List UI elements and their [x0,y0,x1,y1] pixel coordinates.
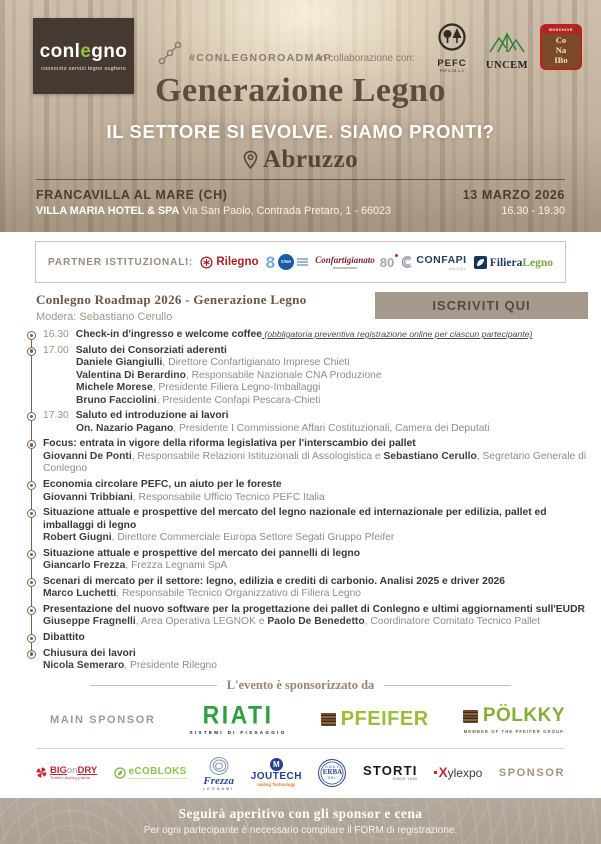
conaibo-top-band: BOSCHIVE [542,26,580,34]
partner-logo-confapi [401,254,466,271]
agenda-item-title: Focus: entrata in vigore della riforma legislativa per l'interscambio dei pallet [43,438,416,450]
cna-circle-wordmark: CNA [278,254,294,270]
riati-tagline: SISTEMI DI FISSAGGIO [189,730,287,736]
partner-logo-cna [266,254,308,271]
agenda-item-title: Check-in d'ingresso e welcome coffee [75,329,262,340]
agenda-item [27,410,587,435]
filiera-part: Filiera [489,257,523,269]
sponsor-logo-frezza [203,755,234,791]
agenda-item-title: Presentazione del nuovo software per la progettazione dei pallet di Conlegno e ultimi aggiornamenti sull'EUDR [43,603,585,615]
speaker-role: , Presidente Rilegno [124,660,218,672]
pefc-trees-icon [435,22,469,54]
partner-logo-filieralegno [474,253,553,271]
hashtag-row [158,40,332,66]
agenda-item [27,576,587,601]
rilegno-wordmark: Rilegno [216,256,259,268]
collaboration-logos [430,22,582,73]
agenda-header [36,292,588,323]
agenda-item-titleline [43,438,587,451]
bigondry-big: BIG [50,765,67,777]
frezza-sub: LEGNAMI [203,786,235,791]
timeline-bullet-icon [27,578,36,587]
conaibo-line3: IBo [554,54,568,65]
venue-place: VILLA MARIA HOTEL & SPA [36,205,180,217]
agenda-item-titleline [43,576,587,589]
agenda-item-time: 17.30 [43,410,69,422]
agenda-item [27,604,587,629]
speaker-line [43,588,587,601]
agenda-heading-block [36,292,307,323]
timeline-bullet-icon [27,440,36,449]
speaker-line [43,451,587,476]
agenda-item-title: Economia circolare PEFC, un aiuto per le foreste [43,479,282,491]
timeline-bullet-icon [27,347,36,356]
agenda-item-title: Situazione attuale e prospettive del mercato dei pannelli di legno [43,547,360,559]
joutech-m-icon: M [270,758,283,771]
joutech-wordmark: JOUTECH [250,771,302,783]
bigondry-wordmark [50,765,97,776]
conaibo-logo [540,24,582,70]
agenda-item-content [43,329,587,342]
speaker-role: , Coordinatore Comitato Tecnico Pallet [364,616,541,628]
agenda-item-content [43,479,587,504]
agenda-item-title: Scenari di mercato per il settore: legno, edilizia e crediti di carbonio. Analisi 2025 e driver 2026 [43,575,506,587]
brand-post: gno [91,41,128,62]
speaker-name: Bruno Facciolini [76,394,157,406]
agenda-item-content [43,548,587,573]
sponsored-by-label: L'evento è sponsorizzato da [226,677,375,692]
institutional-partners-band [35,241,566,283]
uncem-wordmark: UNCEM [485,60,529,71]
joutech-tagline: nailing Technology [257,782,296,788]
register-button[interactable]: ISCRIVITI QUI [375,292,588,319]
timeline-bullet-icon [27,550,36,559]
sponsor-logo-erba [318,759,346,787]
speaker-name: Paolo De Benedetto [267,616,365,628]
agenda-item-content [43,438,587,476]
sponsor-label: SPONSOR [498,766,565,779]
agenda-item-time: 17.00 [43,344,69,356]
speaker-role: , Direttore Commerciale Europa Settore Segati Gruppo Pfeifer [111,532,395,544]
timeline-bullet-icon [27,481,36,490]
confartigianato-text-block [315,255,375,269]
sponsor-logo-joutech [251,758,302,787]
agenda-item [27,548,587,573]
speaker-name: Giuseppe Fragnelli [43,616,136,628]
event-time: 16.30 - 19.30 [501,205,565,217]
event-subtitle: IL SETTORE SI EVOLVE. SIAMO PRONTI? [106,121,495,142]
ecobloks-subline [129,778,187,780]
agenda-item-titleline [43,648,587,661]
confapi-text-block [416,254,466,271]
conaibo-line2: Na [555,44,567,55]
speaker-name: Marco Luchetti [43,588,117,600]
conaibo-line1: Co [555,35,567,45]
location-pin-icon [243,150,258,170]
speaker-role: , Presidente I Commissione Affari Costituzionali, Camera dei Deputati [173,422,490,434]
filieralegno-leaf-icon [474,256,487,269]
speaker-name: Robert Giugni [43,532,112,544]
speaker-role: , Direttore Confartigianato Imprese Chieti [162,357,350,369]
frezza-woodrings-icon [208,755,230,777]
sponsor-logo-storti [363,764,418,781]
agenda-item-content [43,576,587,601]
rilegno-recycle-icon [200,256,213,269]
speaker-role: , Presidente Filiera Legno-Imballaggi [152,382,321,394]
sponsor-row [36,755,565,791]
venue-address-line [36,205,391,217]
date-block [463,188,565,217]
divider-line-right [384,685,511,686]
sponsor-logo-bigondry [36,765,97,780]
agenda-moderator: Modera: Sebastiano Cerullo [36,311,173,323]
pefc-cert-code: PEFC/18-1-1 [439,69,465,73]
agenda-item-titleline [43,479,587,492]
xylexpo-dot-icon [434,771,437,774]
speaker-name: Valentina Di Berardino [76,369,186,381]
main-sponsor-row [36,697,565,743]
confartigianato-wordmark: Confartigianato [315,255,375,266]
agenda-item-content [43,604,587,629]
agenda-item-titleline [43,604,587,617]
region-name: Abruzzo [262,146,359,173]
timeline-bullet-icon [27,634,36,643]
storti-sub: SINCE 1960 [392,777,418,782]
pefc-logo [430,22,474,73]
bigondry-dry: DRY [77,765,98,777]
sponsor-logo-riati [189,700,287,736]
speaker-line [76,357,587,370]
speaker-line [43,660,587,673]
conlegno-wordmark [33,42,134,61]
speaker-line [76,423,587,436]
sponsor-row-divider [36,748,565,749]
divider-line-left [90,685,217,686]
venue-block [36,188,391,217]
speaker-line [76,395,587,408]
speaker-name: Sebastiano Cerullo [383,450,477,462]
timber-stack-icon [463,710,478,723]
xylexpo-x: X [438,765,448,781]
ecobloks-wordmark: eCOBLOKS [128,765,187,777]
timeline-bullet-icon [27,412,36,421]
timeline-bullet-icon [27,331,36,340]
speaker-role: , Presidente Confapi Pescara-Chieti [156,394,321,406]
sponsor-logo-xylexpo [434,765,482,780]
brand-accent-letter: e [80,41,92,62]
agenda-item [27,345,587,408]
cna-text-lines [297,258,308,266]
agenda-heading: Conlegno Roadmap 2026 - Generazione Legno [36,292,307,307]
main-sponsor-label: MAIN SPONSOR [50,713,156,726]
confartigianato-80: 80 [379,254,395,270]
confapi-sub: UNITAL [448,266,467,271]
agenda-item [27,648,587,673]
agenda-timeline [27,329,587,673]
agenda-item-content [43,345,587,408]
sponsor-logo-ecobloks [114,766,187,780]
confartigianato-subline [333,267,357,269]
polkky-tagline: MEMBER OF THE PFEIFER GROUP [463,729,564,735]
agenda-item-title: Chiusura dei lavori [43,647,136,659]
agenda-item [27,479,587,504]
erba-top-text: O.M.E.V. [324,765,340,770]
speaker-line [43,616,587,629]
bigondry-on: on [66,765,78,777]
uncem-logo [483,30,531,71]
timeline-bullet-icon [27,606,36,615]
header-banner [0,0,601,232]
agenda-item-title: Saluto ed introduzione ai lavori [75,410,229,422]
agenda-item-titleline [43,345,587,358]
agenda-item-titleline [43,329,587,342]
header-divider [36,179,565,180]
footer-band [0,798,601,844]
collaboration-label: in collaborazione con: [318,53,415,64]
brand-pre: conl [39,41,81,62]
ecobloks-leaf-icon [114,767,126,779]
sponsor-logo-pfeifer [321,708,429,731]
polkky-top [463,705,565,727]
speaker-role: , Area Operativa LEGNOK e [135,616,268,628]
storti-wordmark: STORTI [362,763,418,779]
speaker-name: Giovanni Tribbiani [43,491,133,503]
speaker-name: Nicola Semeraro [43,660,125,672]
agenda-item-content [43,632,587,645]
speaker-role: , Responsabile Relazioni Istituzionali di Assologistica e [131,450,384,462]
agenda-item [27,507,587,545]
speaker-name: Daniele Giangiulli [76,357,163,369]
speaker-role: , Responsabile Nazionale CNA Produzione [185,369,382,381]
sponsor-logo-polkky [463,705,565,734]
agenda-item-content [43,410,587,435]
bigondry-pinwheel-icon [36,767,47,778]
uncem-mountain-icon [486,30,528,54]
confartigianato-80-badge [380,255,394,270]
speaker-line [43,492,587,505]
agenda-item [27,329,587,342]
agenda-item [27,632,587,645]
speaker-role: , Responsabile Tecnico Organizzativo di Filiera Legno [116,588,362,600]
timber-stack-icon [321,713,336,726]
speaker-role: , Frezza Legnami SpA [125,560,228,572]
agenda-item-titleline [43,632,587,645]
confapi-wordmark: CONFAPI [416,253,467,266]
polkky-wordmark: PÖLKKY [482,705,565,727]
legno-part: Legno [522,257,553,269]
speaker-name: Giovanni De Ponti [43,450,132,462]
speaker-line [76,382,587,395]
speaker-line [43,532,587,545]
erba-bottom-text: S.R.L. [328,776,337,781]
agenda-item-title: Saluto dei Consorziati aderenti [75,344,227,356]
conlegno-tagline: consorzio servizi legno sughero [41,66,126,72]
venue-row [36,188,565,217]
timeline-bullet-icon [27,650,36,659]
footer-note: Per ogni partecipante è necessario compilare il FORM di registrazione. [143,824,458,836]
erba-wordmark: ERBA [322,768,343,777]
partner-logo-confartigianato [315,255,394,270]
speaker-name: Giancarlo Frezza [43,560,126,572]
speaker-name: On. Nazario Pagano [76,422,174,434]
agenda-item [27,438,587,476]
agenda-item-titleline [43,548,587,561]
footer-headline: Seguirà aperitivo con gli sponsor e cena [178,805,423,821]
filieralegno-wordmark [490,253,553,271]
agenda-item-content [43,507,587,545]
agenda-item-title: Dibattito [43,632,85,644]
agenda-item-note: (obbligatoria preventiva registrazione online per ciascun partecipante) [261,329,533,339]
bigondry-tagline: Timber drying plants [50,776,91,781]
venue-city: FRANCAVILLA AL MARE (CH) [36,188,228,202]
confapi-arcs-icon [401,256,413,268]
sponsor-divider [90,678,511,693]
agenda-item-time: 16.30 [43,329,69,340]
region-row [0,146,601,174]
cna-anniversary-digit: 8 [265,252,276,272]
speaker-line [76,370,587,383]
pfeifer-wordmark: PFEIFER [340,708,429,731]
speaker-role: , Responsabile Ufficio Tecnico PEFC Italia [132,491,325,503]
speaker-line [43,560,587,573]
hashtag-label: #CONLEGNOROADMAP [189,52,333,64]
xylexpo-rest: ylexpo [447,766,483,781]
pefc-wordmark: PEFC [437,58,467,69]
partners-label: PARTNER ISTITUZIONALI: [48,256,194,268]
event-date: 13 MARZO 2026 [462,188,565,202]
frezza-wordmark: Frezza [203,774,234,787]
chain-icon [158,40,184,66]
speaker-role: , Segretario Generale di Conlegno [43,450,587,475]
agenda-item-titleline [43,507,587,532]
timeline-bullet-icon [27,509,36,518]
agenda-item-title: Situazione attuale e prospettive del mercato del legno nazionale ed internazionale per edilizia, pallet ed imballaggi di legno [43,507,547,531]
agenda-item-content [43,648,587,673]
venue-address: Via San Paolo, Contrada Pretaro, 1 - 66023 [179,205,392,217]
conaibo-letters [542,34,580,65]
riati-wordmark: RIATI [202,700,274,730]
agenda-item-titleline [43,410,587,423]
event-title: Generazione Legno [155,72,446,109]
speaker-name: Michele Morese [76,382,153,394]
partner-logo-rilegno [200,256,258,269]
